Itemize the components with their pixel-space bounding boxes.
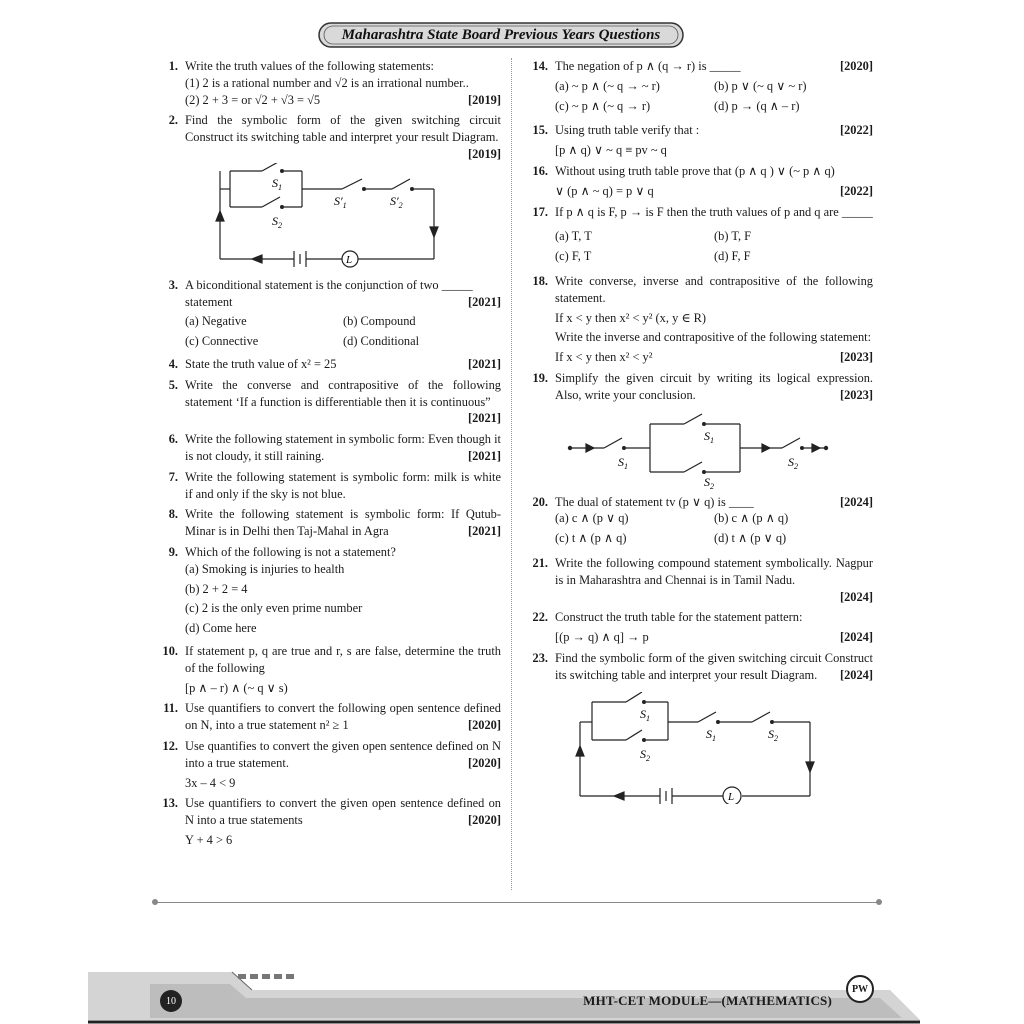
option-b: (b) T, F xyxy=(714,229,752,244)
option-c: (c) Connective xyxy=(185,334,259,349)
question-number: 23. xyxy=(532,650,548,665)
year-tag: [2020] xyxy=(467,718,501,733)
question-10 xyxy=(152,643,501,696)
option-d: (d) F, F xyxy=(714,249,751,264)
question-20 xyxy=(522,494,873,547)
right-column xyxy=(522,58,873,808)
page-number: 10 xyxy=(160,990,182,1012)
year-tag: [2024] xyxy=(839,667,873,682)
question-text: Without using truth table prove that (p ∧ q ) ∨ (~ p ∧ q) xyxy=(555,163,835,178)
lamp-label: L xyxy=(346,253,353,266)
question-text: Write the truth values of the following statements: xyxy=(185,59,434,73)
question-number: 3. xyxy=(168,277,178,292)
year-tag: [2021] xyxy=(467,294,501,309)
question-number: 13. xyxy=(162,796,178,811)
circuit-label: $S_2$ xyxy=(272,213,282,230)
question-21 xyxy=(522,555,873,605)
question-text: Write the following compound statement symbolically. Nagpur is in Maharashtra and Chennai is in Tamil Nadu. xyxy=(555,555,873,587)
question-text: Write converse, inverse and contrapositive of the following statement. xyxy=(555,273,873,305)
question-13 xyxy=(152,795,501,848)
expression: Y + 4 > 6 xyxy=(185,832,233,847)
year-tag: [2019] xyxy=(467,92,501,107)
circuit-label: $S_2$ xyxy=(788,454,798,471)
year-tag: [2021] xyxy=(467,524,501,539)
question-number: 8. xyxy=(168,507,178,522)
question-11 xyxy=(152,700,501,734)
question-17 xyxy=(522,204,873,265)
year-tag: [2022] xyxy=(839,123,873,138)
question-text: Using truth table verify that : xyxy=(555,123,700,138)
question-number: 6. xyxy=(168,432,178,447)
switching-circuit-diagram xyxy=(522,692,873,804)
circuit-label: $S_2$ xyxy=(704,474,714,490)
question-number: 22. xyxy=(532,610,548,625)
question-19 xyxy=(522,370,873,404)
expression: 3x – 4 < 9 xyxy=(185,775,236,790)
year-tag: [2020] xyxy=(467,755,501,770)
question-text: The negation of p ∧ (q → r) is _____ xyxy=(555,59,741,73)
question-number: 17. xyxy=(532,204,548,219)
circuit-label: $S_1$ xyxy=(618,454,628,471)
option-b: (b) 2 + 2 = 4 xyxy=(185,581,248,596)
question-14 xyxy=(522,58,873,114)
year-tag: [2021] xyxy=(467,411,501,426)
question-16 xyxy=(522,163,873,200)
option-c: (c) F, T xyxy=(555,249,592,264)
option-a: (a) T, T xyxy=(555,229,592,244)
circuit-label: $S_1$ xyxy=(706,726,716,743)
question-text: Use quantifiers to convert the following open sentence defined on N, into a true statement n² ≥ 1 xyxy=(185,701,501,733)
question-number: 12. xyxy=(162,738,178,753)
year-tag: [2020] xyxy=(467,813,501,828)
option-c: (c) t ∧ (p ∧ q) xyxy=(555,531,627,546)
question-1 xyxy=(152,58,501,108)
circuit-label: $S'_2$ xyxy=(390,193,403,210)
question-text: Find the symbolic form of the given switching circuit Construct its switching table and interpret your result Diagram. xyxy=(185,113,501,145)
question-3 xyxy=(152,277,501,350)
question-6 xyxy=(152,431,501,465)
year-tag: [2022] xyxy=(839,183,873,198)
question-number: 1. xyxy=(168,59,178,73)
circuit-label: $S_1$ xyxy=(272,175,282,192)
question-number: 15. xyxy=(532,123,548,138)
expression: [p ∧ – r) ∧ (~ q ∨ s) xyxy=(185,680,288,695)
question-7 xyxy=(152,469,501,503)
option-b: (b) Compound xyxy=(343,314,416,329)
question-text: Find the symbolic form of the given switching circuit Construct its switching table and interpret your result Diagram. xyxy=(555,650,873,682)
expression: If x < y then x² < y² (x, y ∈ R) xyxy=(555,310,707,325)
question-22 xyxy=(522,609,873,646)
question-number: 4. xyxy=(168,356,178,371)
question-option: (2) 2 + 3 = or √2 + √3 = √5 xyxy=(185,92,321,107)
lamp-label: L xyxy=(728,790,735,803)
question-text: Use quantifiers to convert the given open sentence defined on N into a true statements xyxy=(185,796,501,828)
question-18 xyxy=(522,273,873,366)
question-9 xyxy=(152,544,501,637)
year-tag: [2021] xyxy=(467,448,501,463)
page-title: Maharashtra State Board Previous Years Questions xyxy=(341,26,661,43)
question-number: 5. xyxy=(168,377,178,392)
question-12 xyxy=(152,738,501,791)
question-text: Write the following statement in symbolic form: Even though it is not cloudy, it still raining. xyxy=(185,432,501,463)
year-tag: [2020] xyxy=(839,59,873,73)
expression: [(p → q) ∧ q] → p xyxy=(555,630,649,645)
option-d: (d) Conditional xyxy=(343,334,420,349)
option-d: (d) t ∧ (p ∨ q) xyxy=(714,531,787,546)
series-parallel-circuit-diagram xyxy=(522,410,873,490)
question-number: 18. xyxy=(532,273,548,288)
column-divider xyxy=(511,58,512,890)
expression: If x < y then x² < y² xyxy=(555,350,653,365)
question-text: Write the following statement is symbolic form: milk is white if and only if the sky is not blue. xyxy=(185,469,501,501)
question-text: If p ∧ q is F, p → is F then the truth values of p and q are _____ xyxy=(555,204,873,219)
expression: [p ∧ q) ∨ ~ q ≡ pv ~ q xyxy=(555,143,667,158)
circuit-label: $S_1$ xyxy=(640,706,650,723)
option-b: (b) c ∧ (p ∧ q) xyxy=(714,511,789,526)
question-number: 14. xyxy=(532,59,548,73)
left-column xyxy=(152,58,501,853)
question-text: Write the inverse and contrapositive of the following statement: xyxy=(555,330,872,345)
circuit-label: $S_1$ xyxy=(704,428,714,445)
question-text: Use quantifies to convert the given open sentence defined on N into a true statement. xyxy=(185,738,501,770)
option-a: (a) Negative xyxy=(185,314,247,329)
option-b: (b) p ∨ (~ q ∨ ~ r) xyxy=(714,78,807,93)
switching-circuit-diagram xyxy=(152,163,501,273)
publisher-logo: PW xyxy=(846,975,874,1003)
question-4 xyxy=(152,356,501,373)
question-number: 21. xyxy=(532,555,548,570)
option-a: (a) Smoking is injuries to health xyxy=(185,561,345,576)
option-a: (a) ~ p ∧ (~ q → ~ r) xyxy=(555,78,660,93)
question-number: 9. xyxy=(168,544,178,559)
year-tag: [2019] xyxy=(467,146,501,161)
option-c: (c) ~ p ∧ (~ q → r) xyxy=(555,98,651,113)
year-tag: [2021] xyxy=(467,356,501,371)
circuit-label: $S'_1$ xyxy=(334,193,347,210)
year-tag: [2023] xyxy=(839,350,873,365)
circuit-label: $S_2$ xyxy=(640,746,650,763)
question-number: 2. xyxy=(168,113,178,128)
question-text: A biconditional statement is the conjunction of two _____ statement xyxy=(185,277,473,309)
question-2 xyxy=(152,112,501,161)
question-text: Simplify the given circuit by writing its logical expression. Also, write your conclusion. xyxy=(555,370,873,402)
expression: ∨ (p ∧ ~ q) = p ∨ q xyxy=(555,183,654,198)
question-number: 7. xyxy=(168,469,178,484)
option-d: (d) Come here xyxy=(185,621,257,636)
question-5 xyxy=(152,377,501,427)
question-number: 11. xyxy=(163,701,178,716)
question-text: Write the following statement is symbolic form: If Qutub-Minar is in Delhi then Taj-Mahal in Agra xyxy=(185,507,501,539)
question-text: Write the converse and contrapositive of the following statement ‘If a function is differentiable then it is continuous” xyxy=(185,377,501,409)
question-8 xyxy=(152,506,501,540)
option-c: (c) 2 is the only even prime number xyxy=(185,601,363,616)
question-23 xyxy=(522,650,873,684)
year-tag: [2024] xyxy=(839,589,873,604)
year-tag: [2024] xyxy=(839,494,873,509)
question-text: State the truth value of x² = 25 xyxy=(185,356,337,371)
question-number: 19. xyxy=(532,370,548,385)
question-15 xyxy=(522,122,873,159)
option-a: (a) c ∧ (p ∨ q) xyxy=(555,511,629,526)
question-text: If statement p, q are true and r, s are false, determine the truth of the following xyxy=(185,643,501,675)
question-number: 10. xyxy=(162,643,178,658)
option-d: (d) p → (q ∧ – r) xyxy=(714,98,800,113)
year-tag: [2024] xyxy=(839,630,873,645)
header-banner xyxy=(318,22,684,48)
footer-title: MHT-CET MODULE—(MATHEMATICS) xyxy=(583,993,832,1008)
year-tag: [2023] xyxy=(839,387,873,402)
question-option: (1) 2 is a rational number and √2 is an irrational number.. xyxy=(185,75,469,90)
question-number: 20. xyxy=(532,494,548,509)
bottom-rule xyxy=(156,902,878,903)
question-text: Which of the following is not a statement? xyxy=(185,544,396,559)
rule-dot xyxy=(876,899,882,905)
question-text: The dual of statement tv (p ∨ q) is ____ xyxy=(555,494,754,509)
question-text: Construct the truth table for the statement pattern: xyxy=(555,610,803,625)
circuit-label: $S_2$ xyxy=(768,726,778,743)
question-number: 16. xyxy=(532,163,548,178)
